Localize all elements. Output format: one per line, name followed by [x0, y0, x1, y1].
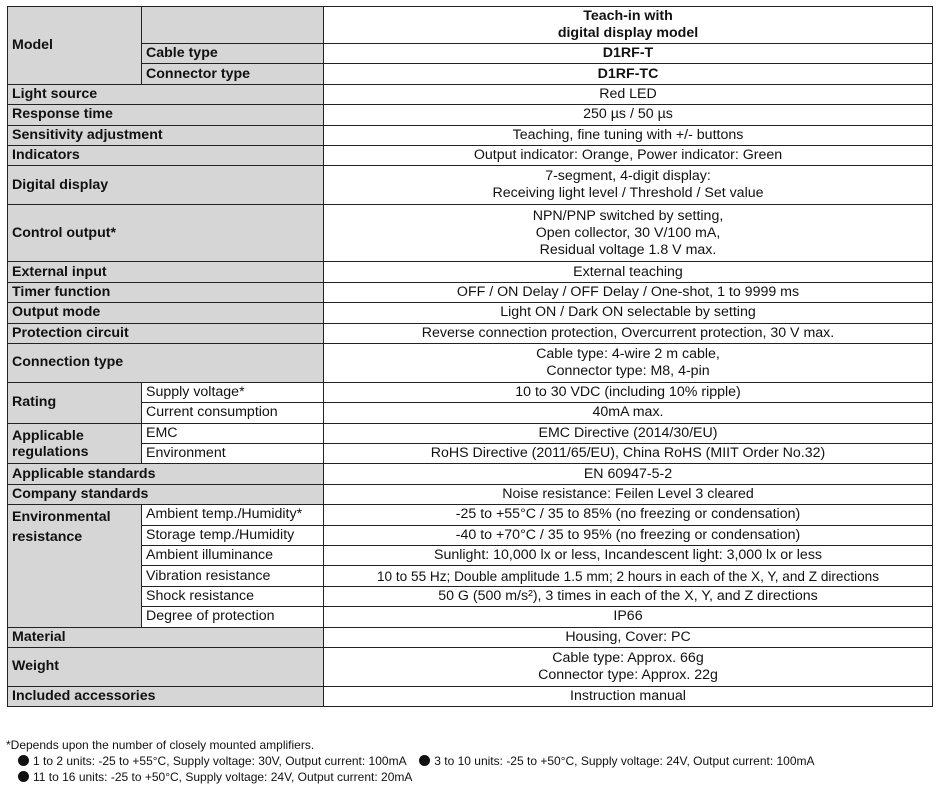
timer-function-label: Timer function [8, 282, 324, 302]
regulations-label [8, 423, 142, 464]
sensitivity-label: Sensitivity adjustment [8, 125, 324, 145]
footnote-line [6, 753, 815, 769]
env-item-value: -25 to +55°C / 35 to 85% (no freezing or condensation) [324, 505, 933, 525]
rating-label: Rating [8, 382, 142, 423]
row-weight [8, 647, 933, 686]
environment-label: Environment [142, 444, 324, 464]
response-time-value: 250 µs / 50 µs [324, 105, 933, 125]
control-output-line1: NPN/PNP switched by setting, [532, 207, 724, 224]
env-item-label: Shock resistance [142, 586, 324, 606]
weight-line1: Cable type: Approx. 66g [552, 649, 704, 666]
indicators-label: Indicators [8, 145, 324, 165]
env-item-value: 10 to 55 Hz; Double amplitude 1.5 mm; 2 hours in each of the X, Y, and Z directions [324, 566, 933, 586]
row-control-output [8, 205, 933, 262]
env-item-value: IP66 [324, 607, 933, 627]
external-input-value: External teaching [324, 262, 933, 282]
row-external-input [8, 262, 933, 282]
row-light-source [8, 84, 933, 104]
row-connection-type [8, 343, 933, 382]
control-output-value [324, 205, 933, 262]
model-name [324, 7, 933, 44]
header-row-connector [8, 64, 933, 84]
environmental-label-line1: Environmental [12, 509, 111, 526]
footnote-intro: *Depends upon the number of closely mounted amplifiers. [6, 738, 315, 752]
footnote-item: 3 to 10 units: -25 to +50°C, Supply voltage: 24V, Output current: 100mA [434, 754, 815, 768]
row-material [8, 627, 933, 647]
row-protection-circuit [8, 323, 933, 343]
environment-value: RoHS Directive (2011/65/EU), China RoHS (MIIT Order No.32) [324, 444, 933, 464]
weight-line2: Connector type: Approx. 22g [538, 666, 718, 683]
current-consumption-label: Current consumption [142, 403, 324, 423]
connector-type-value: D1RF-TC [324, 64, 933, 84]
model-label: Model [8, 7, 142, 85]
row-env-shock [8, 586, 933, 606]
row-accessories [8, 686, 933, 706]
spec-table [7, 6, 933, 707]
row-timer-function [8, 282, 933, 302]
company-standards-label: Company standards [8, 484, 324, 504]
output-mode-label: Output mode [8, 303, 324, 323]
env-item-value: -40 to +70°C / 35 to 95% (no freezing or condensation) [324, 525, 933, 545]
digital-display-label: Digital display [8, 166, 324, 205]
material-label: Material [8, 627, 324, 647]
connection-type-value [324, 343, 933, 382]
light-source-label: Light source [8, 84, 324, 104]
cable-type-value: D1RF-T [324, 44, 933, 64]
connection-type-line2: Connector type: M8, 4-pin [546, 362, 710, 379]
control-output-line2: Open collector, 30 V/100 mA, [535, 224, 721, 241]
env-item-label: Ambient illuminance [142, 546, 324, 566]
header-row-model [8, 7, 933, 44]
supply-voltage-value: 10 to 30 VDC (including 10% ripple) [324, 382, 933, 402]
env-item-value: Sunlight: 10,000 lx or less, Incandescent light: 3,000 lx or less [324, 546, 933, 566]
env-item-label: Storage temp./Humidity [142, 525, 324, 545]
connection-type-label: Connection type [8, 343, 324, 382]
row-sensitivity [8, 125, 933, 145]
environmental-label [8, 505, 142, 627]
control-output-label: Control output* [8, 205, 324, 262]
timer-function-value: OFF / ON Delay / OFF Delay / One-shot, 1 to 9999 ms [324, 282, 933, 302]
current-consumption-value: 40mA max. [324, 403, 933, 423]
row-response-time [8, 105, 933, 125]
bullet-icon [419, 755, 430, 766]
env-item-label: Vibration resistance [142, 566, 324, 586]
material-value: Housing, Cover: PC [324, 627, 933, 647]
control-output-line3: Residual voltage 1.8 V max. [539, 241, 717, 258]
footnotes [6, 737, 815, 785]
connector-type-label: Connector type [142, 64, 324, 84]
digital-display-line2: Receiving light level / Threshold / Set value [492, 185, 764, 202]
connection-type-line1: Cable type: 4-wire 2 m cable, [536, 345, 720, 362]
protection-circuit-label: Protection circuit [8, 323, 324, 343]
row-regulations-emc [8, 423, 933, 443]
regulations-label-line1: Applicable [12, 427, 84, 444]
row-rating-current [8, 403, 933, 423]
accessories-value: Instruction manual [324, 686, 933, 706]
footnote-item: 1 to 2 units: -25 to +55°C, Supply voltage: 30V, Output current: 100mA [33, 754, 406, 768]
environmental-label-line2: resistance [12, 529, 83, 546]
row-env-ambient [8, 505, 933, 525]
emc-value: EMC Directive (2014/30/EU) [324, 423, 933, 443]
footnote-line [6, 769, 815, 785]
applicable-standards-value: EN 60947-5-2 [324, 464, 933, 484]
row-regulations-environment [8, 444, 933, 464]
footnote-item: 11 to 16 units: -25 to +50°C, Supply voltage: 24V, Output current: 20mA [33, 770, 413, 784]
bullet-icon [18, 771, 29, 782]
cable-type-label: Cable type [142, 44, 324, 64]
row-env-vibration [8, 566, 933, 586]
model-name-line2: digital display model [557, 25, 699, 41]
response-time-label: Response time [8, 105, 324, 125]
bullet-icon [18, 755, 29, 766]
model-name-line1: Teach-in with [583, 8, 673, 24]
row-company-standards [8, 484, 933, 504]
external-input-label: External input [8, 262, 324, 282]
header-blank [142, 7, 324, 44]
output-mode-value: Light ON / Dark ON selectable by setting [324, 303, 933, 323]
row-applicable-standards [8, 464, 933, 484]
row-digital-display [8, 166, 933, 205]
row-env-protection [8, 607, 933, 627]
row-env-illuminance [8, 546, 933, 566]
row-env-storage [8, 525, 933, 545]
protection-circuit-value: Reverse connection protection, Overcurrent protection, 30 V max. [324, 323, 933, 343]
indicators-value: Output indicator: Orange, Power indicator: Green [324, 145, 933, 165]
emc-label: EMC [142, 423, 324, 443]
row-rating-supply [8, 382, 933, 402]
row-indicators [8, 145, 933, 165]
digital-display-line1: 7-segment, 4-digit display: [545, 168, 711, 185]
company-standards-value: Noise resistance: Feilen Level 3 cleared [324, 484, 933, 504]
env-item-label: Ambient temp./Humidity* [142, 505, 324, 525]
applicable-standards-label: Applicable standards [8, 464, 324, 484]
env-item-value: 50 G (500 m/s²), 3 times in each of the X, Y, and Z directions [324, 586, 933, 606]
weight-label: Weight [8, 647, 324, 686]
row-output-mode [8, 303, 933, 323]
supply-voltage-label: Supply voltage* [142, 382, 324, 402]
light-source-value: Red LED [324, 84, 933, 104]
weight-value [324, 647, 933, 686]
env-item-label: Degree of protection [142, 607, 324, 627]
digital-display-value [324, 166, 933, 205]
header-row-cable [8, 44, 933, 64]
regulations-label-line2: regulations [12, 443, 89, 460]
accessories-label: Included accessories [8, 686, 324, 706]
sensitivity-value: Teaching, fine tuning with +/- buttons [324, 125, 933, 145]
